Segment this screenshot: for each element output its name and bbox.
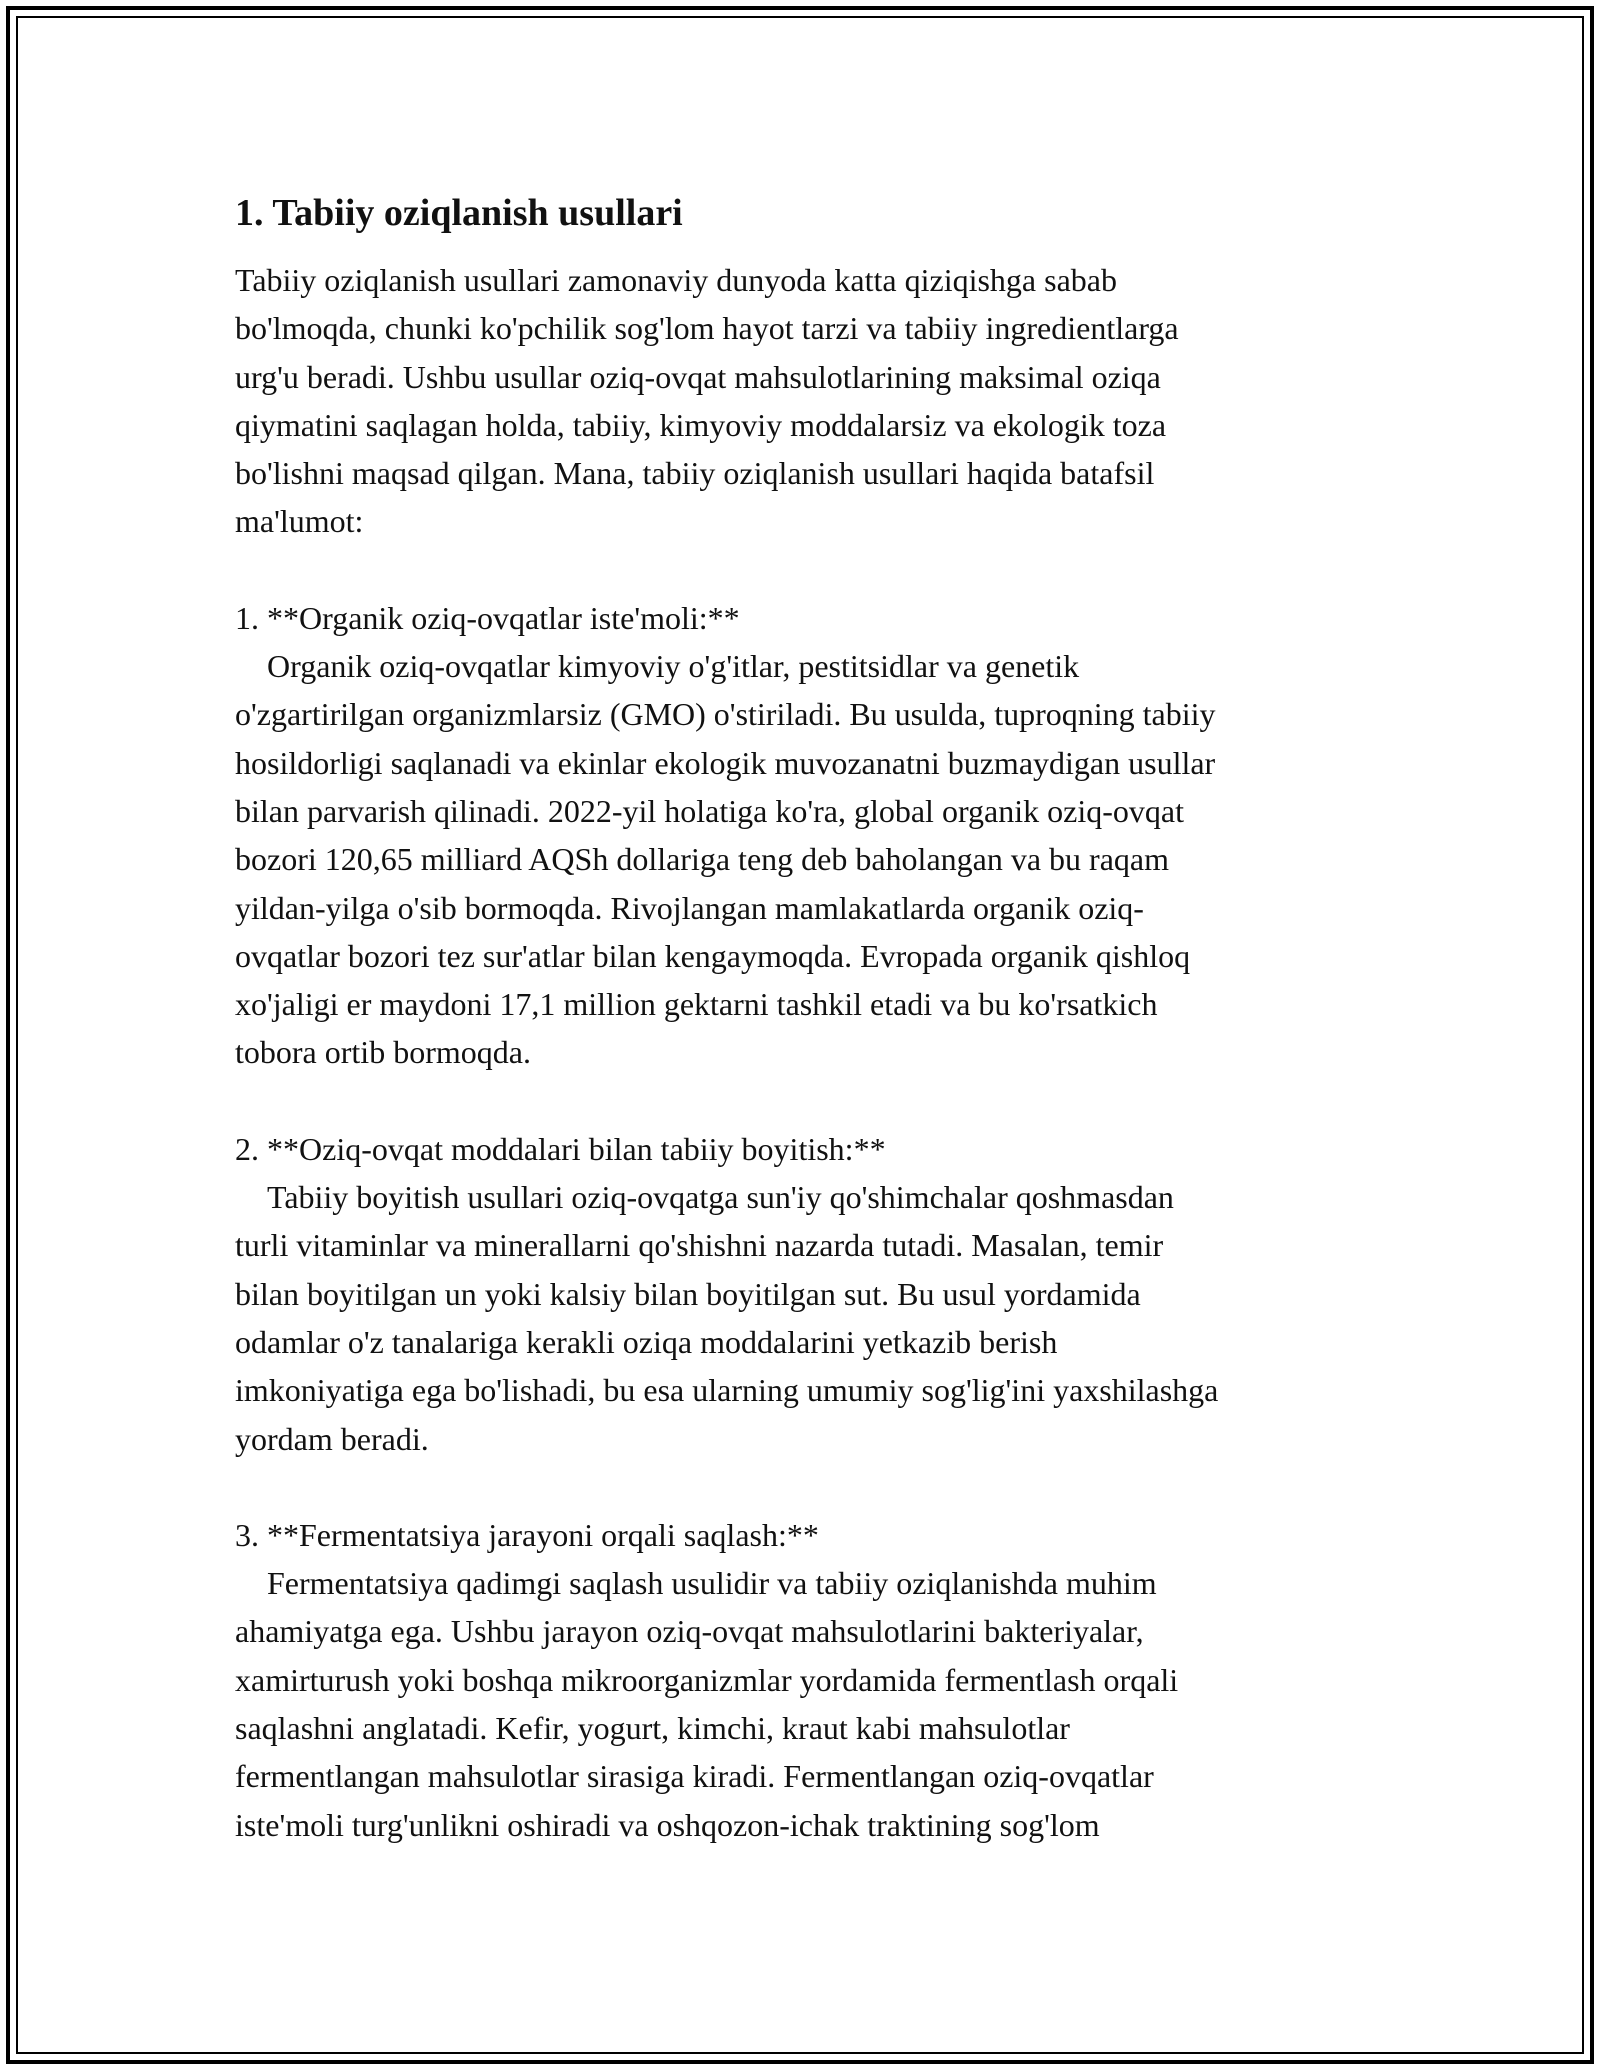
list-item-body-text: Organik oziq-ovqatlar kimyoviy o'g'itlar, pestitsidlar va genetik o'zgartirilgan organizmlarsiz (GMO) o'stiriladi. Bu usulda, tuproqning tabiiy hosildorligi saqlanadi va ekinlar ekologik muvozanatni buzmaydigan usullar bilan parvarish qilinadi. 2022-yil holatiga ko'ra, global organik oziq-ovqat bozori 120,65 milliard AQSh dollariga teng deb baholangan va bu raqam yildan-yilga o'sib bormoqda. Rivojlangan mamlakatlarda organik oziq- ovqatlar bozori tez sur'atlar bilan kengaymoqda. Evropada organik qishloq xo'jaligi er maydoni 17,1 million gektarni tashkil etadi va bu ko'rsatkich tobora ortib bormoqda. <box>235 648 1216 1071</box>
list-item-title: 2. **Oziq-ovqat moddalari bilan tabiiy boyitish:** <box>235 1130 886 1167</box>
paragraph-gap <box>235 1463 1375 1511</box>
list-item-body-text: Tabiiy boyitish usullari oziq-ovqatga sun'iy qo'shimchalar qoshmasdan turli vitaminlar va minerallarni qo'shishni nazarda tutadi. Masalan, temir bilan boyitilgan un yoki kalsiy bilan boyitilgan sut. Bu usul yordamida odamlar o'z tanalariga kerakli oziqa moddalarini yetkazib berish imkoniyatiga ega bo'lishadi, bu esa ularning umumiy sog'lig'ini yaxshilashga yordam beradi. <box>235 1179 1219 1457</box>
list-item-body-text: Fermentatsiya qadimgi saqlash usulidir va tabiiy oziqlanishda muhim ahamiyatga ega. Ushbu jarayon oziq-ovqat mahsulotlarini bakteriyalar, xamirturush yoki boshqa mikroorganizmlar yordamida fermentlash orqali saqlashni anglatadi. Kefir, yogurt, kimchi, kraut kabi mahsulotlar fermentlangan mahsulotlar sirasiga kiradi. Fermentlangan oziq-ovqatlar iste'moli turg'unlikni oshiradi va oshqozon-ichak traktining sog'lom <box>235 1565 1179 1843</box>
list-item-title: 3. **Fermentatsiya jarayoni orqali saqlash:** <box>235 1516 819 1553</box>
intro-paragraph: Tabiiy oziqlanish usullari zamonaviy dunyoda katta qiziqishga sabab bo'lmoqda, chunki ko'pchilik sog'lom hayot tarzi va tabiiy ingredientlarga urg'u beradi. Ushbu usullar oziq-ovqat mahsulotlarining maksimal oziqa qiymatini saqlagan holda, tabiiy, kimyoviy moddalarsiz va ekologik toza bo'lishni maqsad qilgan. Mana, tabiiy oziqlanish usullari haqida batafsil ma'lumot: <box>235 262 1179 540</box>
list-item <box>235 594 1375 1077</box>
document-body <box>235 186 1375 1849</box>
list-item-body <box>235 1173 1375 1463</box>
paragraph-gap <box>235 1077 1375 1125</box>
list-item-title: 1. **Organik oziq-ovqatlar iste'moli:** <box>235 599 740 636</box>
list-item-body <box>235 642 1375 1077</box>
section-heading: 1. Tabiiy oziqlanish usullari <box>235 192 683 234</box>
list-item <box>235 1125 1375 1463</box>
paragraph-gap <box>235 546 1375 594</box>
list-item <box>235 1511 1375 1849</box>
list-item-body <box>235 1559 1375 1849</box>
